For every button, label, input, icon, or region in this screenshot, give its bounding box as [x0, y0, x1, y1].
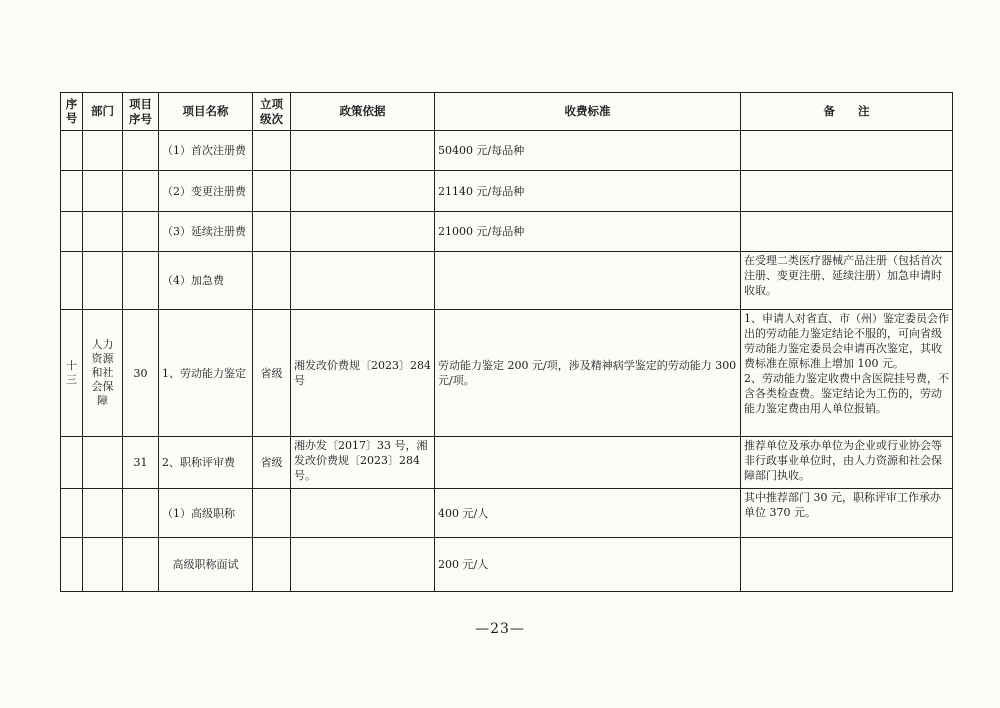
cell-item-name: （1）高级职称 — [159, 489, 253, 538]
cell-dept — [83, 538, 123, 592]
cell-level — [253, 252, 291, 310]
cell-level — [253, 171, 291, 212]
cell-policy — [291, 252, 435, 310]
table-header-row — [61, 93, 953, 131]
cell-note — [741, 538, 953, 592]
cell-level: 省级 — [253, 437, 291, 489]
table-row — [61, 171, 953, 212]
cell-dept — [83, 437, 123, 489]
cell-item-no — [123, 489, 159, 538]
header-dept: 部门 — [83, 93, 123, 131]
cell-seq: 十三 — [61, 310, 83, 437]
table-row — [61, 252, 953, 310]
cell-item-no — [123, 538, 159, 592]
cell-item-no — [123, 131, 159, 171]
cell-seq — [61, 489, 83, 538]
table-row — [61, 538, 953, 592]
cell-note — [741, 171, 953, 212]
cell-seq — [61, 437, 83, 489]
header-item-name: 项目名称 — [159, 93, 253, 131]
cell-policy: 湘发改价费规〔2023〕284号 — [291, 310, 435, 437]
table-row — [61, 131, 953, 171]
table-row — [61, 310, 953, 437]
cell-note — [741, 131, 953, 171]
cell-dept — [83, 489, 123, 538]
cell-seq — [61, 212, 83, 252]
cell-item-name: 高级职称面试 — [159, 538, 253, 592]
cell-policy: 湘办发〔2017〕33 号，湘发改价费规〔2023〕284号。 — [291, 437, 435, 489]
header-note: 备 注 — [741, 93, 953, 131]
cell-note — [741, 212, 953, 252]
cell-standard: 21000 元/每品种 — [435, 212, 741, 252]
cell-standard: 200 元/人 — [435, 538, 741, 592]
cell-level — [253, 212, 291, 252]
cell-item-no: 31 — [123, 437, 159, 489]
page-number: —23— — [475, 621, 525, 637]
cell-policy — [291, 538, 435, 592]
cell-note: 推荐单位及承办单位为企业或行业协会等非行政事业单位时，由人力资源和社会保障部门执收。 — [741, 437, 953, 489]
cell-note: 1、申请人对省直、市（州）鉴定委员会作出的劳动能力鉴定结论不服的，可向省级劳动能力鉴定委员会申请再次鉴定，其收费标准在原标准上增加 100 元。 2、劳动能力鉴定收费中含医院挂号费，不含各类检查费。鉴定结论为工伤的，劳动能力鉴定费由用人单位报销。 — [741, 310, 953, 437]
cell-policy — [291, 131, 435, 171]
table-row — [61, 489, 953, 538]
cell-item-no: 30 — [123, 310, 159, 437]
cell-standard: 劳动能力鉴定 200 元/项，涉及精神病学鉴定的劳动能力 300 元/项。 — [435, 310, 741, 437]
cell-item-no — [123, 212, 159, 252]
cell-item-name: （1）首次注册费 — [159, 131, 253, 171]
cell-item-name: 1、劳动能力鉴定 — [159, 310, 253, 437]
cell-standard — [435, 252, 741, 310]
table-row — [61, 212, 953, 252]
cell-standard: 21140 元/每品种 — [435, 171, 741, 212]
cell-dept — [83, 212, 123, 252]
cell-note: 在受理二类医疗器械产品注册（包括首次注册、变更注册、延续注册）加急申请时收取。 — [741, 252, 953, 310]
cell-item-no — [123, 252, 159, 310]
cell-dept — [83, 252, 123, 310]
cell-level — [253, 489, 291, 538]
cell-level: 省级 — [253, 310, 291, 437]
cell-standard: 50400 元/每品种 — [435, 131, 741, 171]
header-seq: 序号 — [61, 93, 83, 131]
cell-item-name: （2）变更注册费 — [159, 171, 253, 212]
cell-level — [253, 538, 291, 592]
cell-item-name: 2、职称评审费 — [159, 437, 253, 489]
cell-dept — [83, 171, 123, 212]
header-item-no: 项目序号 — [123, 93, 159, 131]
header-level: 立项级次 — [253, 93, 291, 131]
cell-seq — [61, 538, 83, 592]
cell-item-no — [123, 171, 159, 212]
cell-note: 其中推荐部门 30 元，职称评审工作承办单位 370 元。 — [741, 489, 953, 538]
cell-item-name: （4）加急费 — [159, 252, 253, 310]
cell-seq — [61, 171, 83, 212]
cell-policy — [291, 212, 435, 252]
cell-policy — [291, 489, 435, 538]
fee-table — [60, 92, 953, 592]
cell-dept: 人力资源和社会保障 — [83, 310, 123, 437]
header-policy: 政策依据 — [291, 93, 435, 131]
cell-level — [253, 131, 291, 171]
cell-item-name: （3）延续注册费 — [159, 212, 253, 252]
cell-dept — [83, 131, 123, 171]
cell-policy — [291, 171, 435, 212]
cell-seq — [61, 131, 83, 171]
table-row — [61, 437, 953, 489]
cell-standard — [435, 437, 741, 489]
cell-standard: 400 元/人 — [435, 489, 741, 538]
cell-seq — [61, 252, 83, 310]
header-standard: 收费标准 — [435, 93, 741, 131]
